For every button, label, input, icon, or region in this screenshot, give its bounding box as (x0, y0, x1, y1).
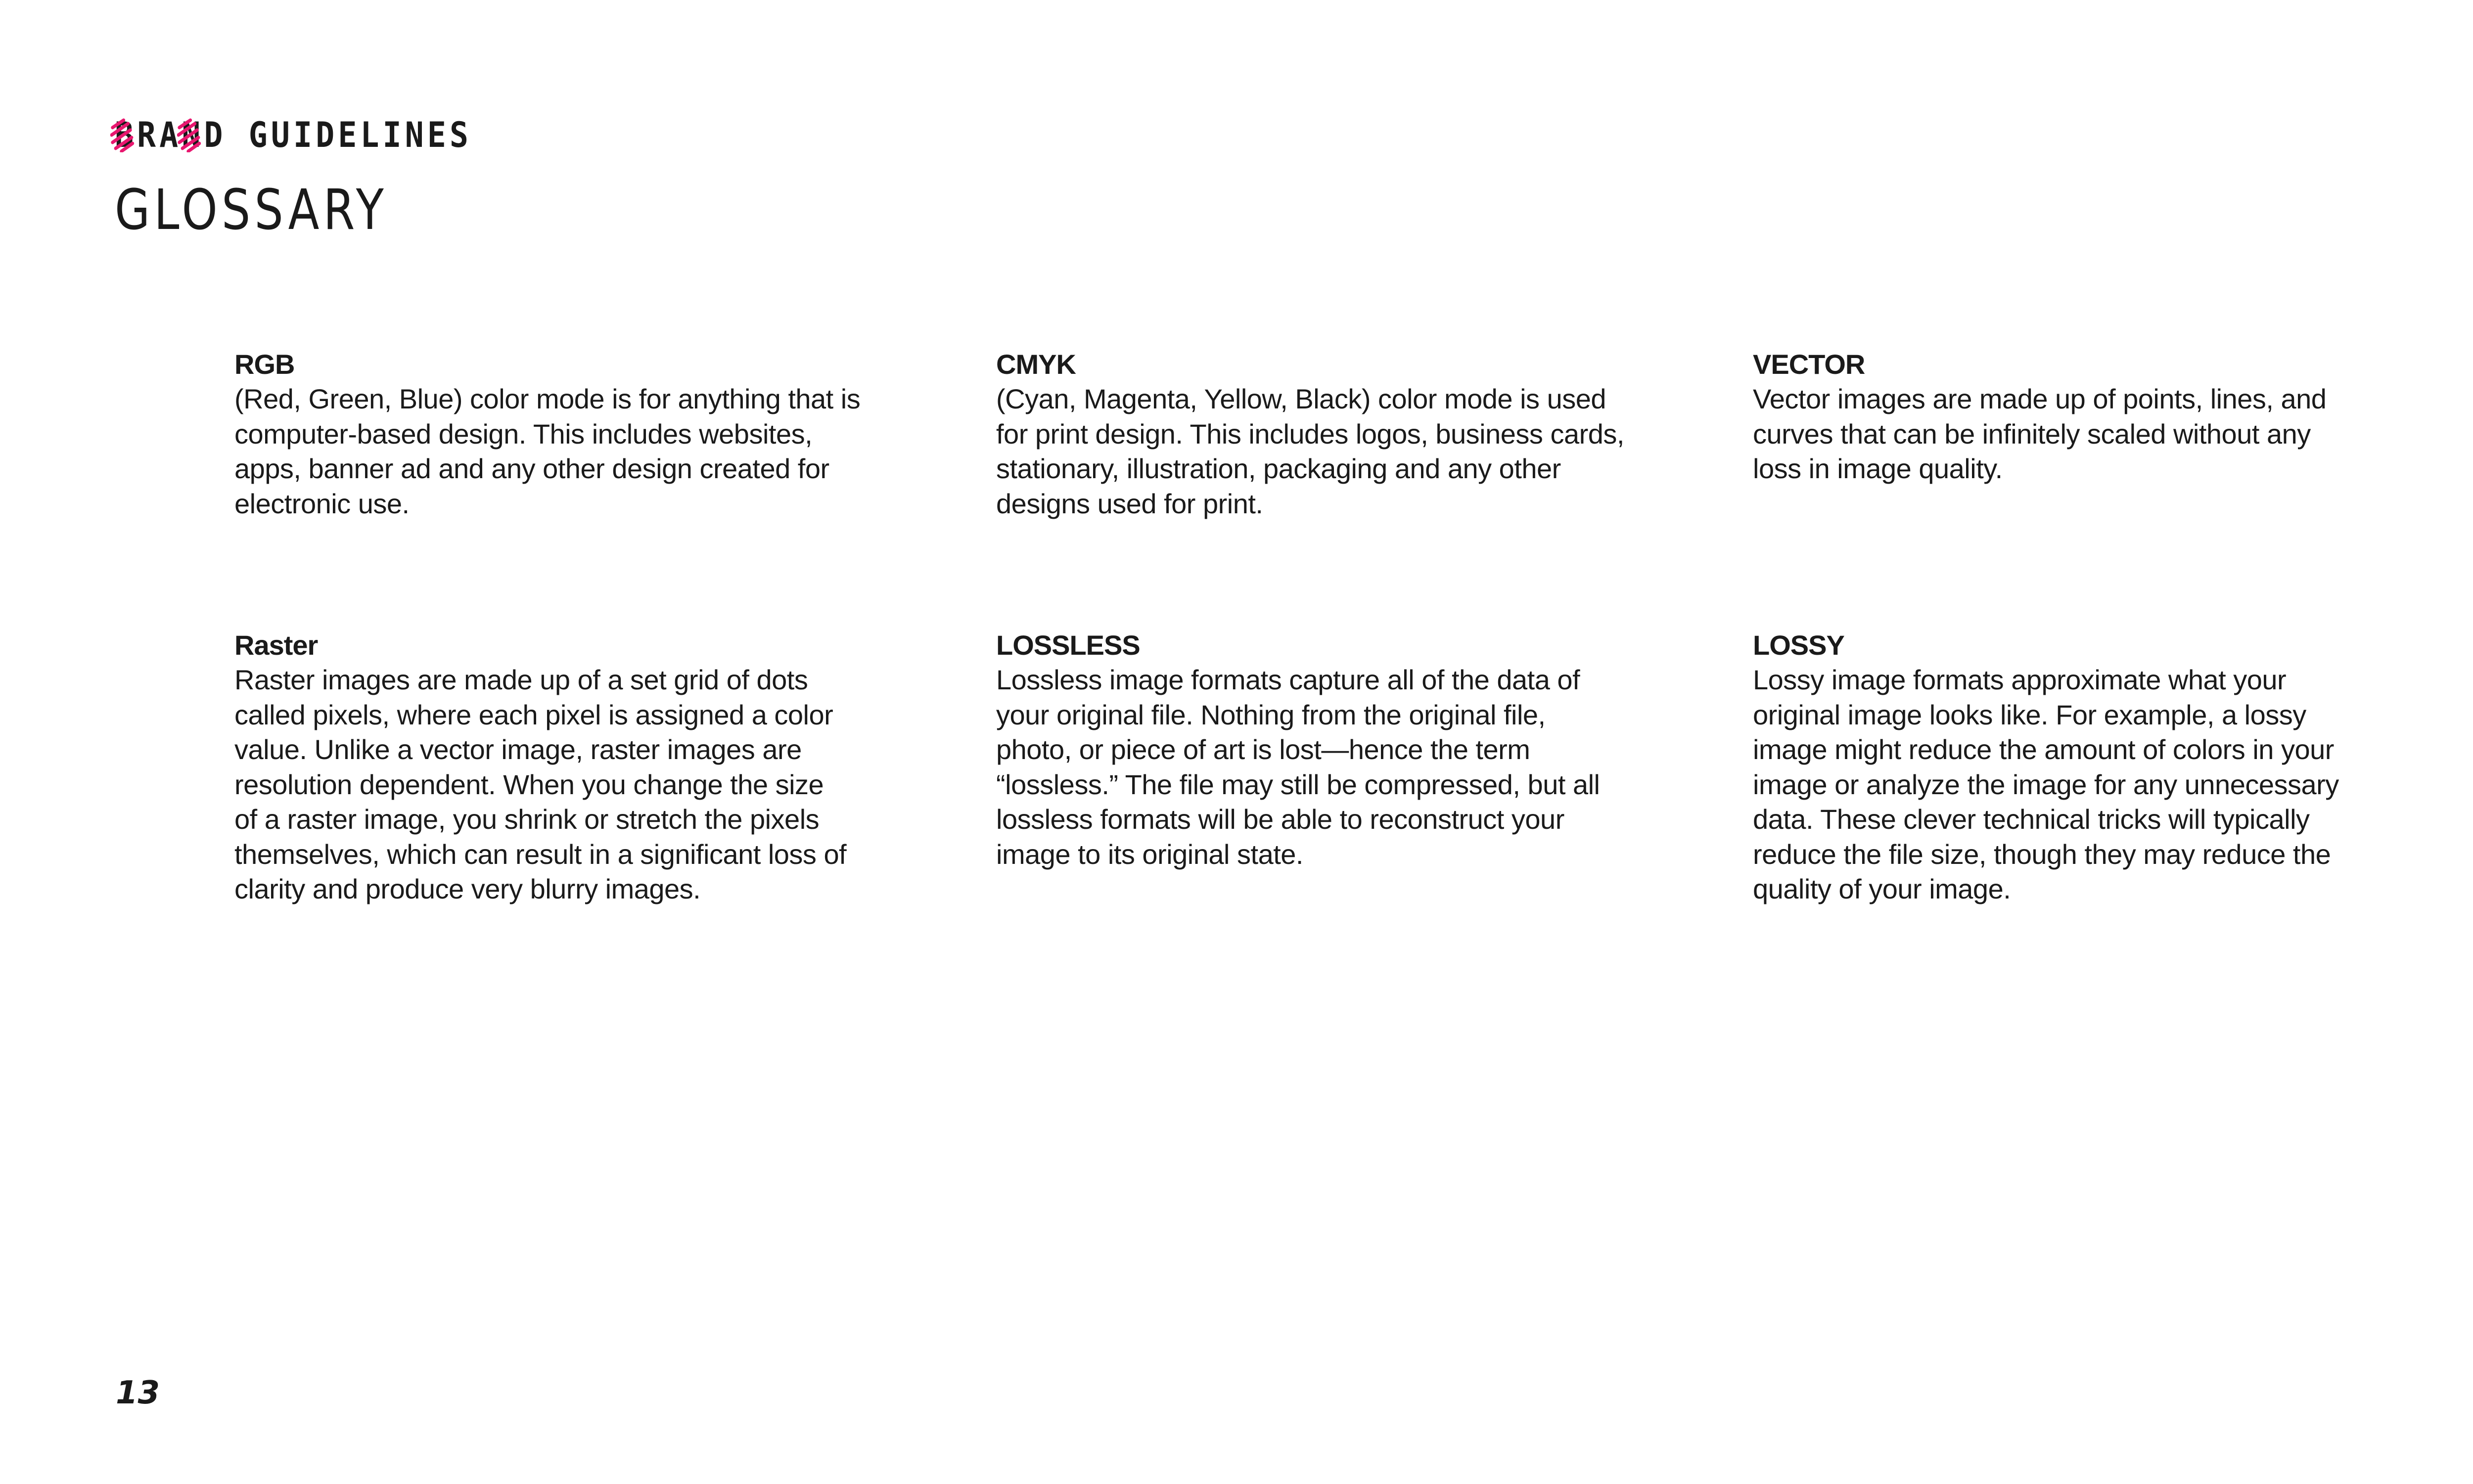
definition-line: original image looks like. For example, a lossy (1753, 699, 2306, 730)
definition-line: lossless formats will be able to reconstruct your (996, 804, 1564, 835)
glossary-entry-raster (234, 628, 952, 907)
definition-line: image to its original state. (996, 838, 1303, 870)
definition-line: loss in image quality. (1753, 453, 2003, 484)
glossary-entry-rgb (234, 347, 952, 521)
definition-line: for print design. This includes logos, business cards, (996, 418, 1624, 450)
definition-line: photo, or piece of art is lost—hence the term (996, 734, 1530, 765)
definition-line: (Cyan, Magenta, Yellow, Black) color mode is used (996, 383, 1606, 414)
definition-line: electronic use. (234, 488, 410, 519)
definition-line: computer-based design. This includes websites, (234, 418, 813, 450)
glossary-entry-lossy (1753, 628, 2470, 907)
term: LOSSY (1753, 630, 1844, 661)
logo-letter: B (115, 115, 137, 155)
definition-line: curves that can be infinitely scaled without any (1753, 418, 2311, 450)
definition-line: value. Unlike a vector image, raster images are (234, 734, 802, 765)
page-number: 13 (116, 1375, 160, 1411)
term: LOSSLESS (996, 630, 1140, 661)
definition-line: of a raster image, you shrink or stretch the pixels (234, 804, 820, 835)
definition-line: data. These clever technical tricks will typically (1753, 804, 2310, 835)
scribbled-letter (115, 115, 137, 155)
term: CMYK (996, 349, 1076, 380)
definition-line: stationary, illustration, packaging and any other (996, 453, 1561, 484)
definition-line: themselves, which can result in a significant loss of (234, 838, 847, 870)
term: RGB (234, 349, 295, 380)
page-title: GLOSSARY (115, 178, 388, 242)
logo-letter: N (182, 115, 204, 155)
definition-line: “lossless.” The file may still be compressed, but all (996, 768, 1600, 800)
definition-line: (Red, Green, Blue) color mode is for anything that is (234, 383, 861, 414)
logo-letters: RA (137, 115, 182, 155)
scribbled-letter (182, 115, 204, 155)
brand-guidelines-logo (115, 115, 472, 155)
glossary-entry-lossless (996, 628, 1713, 872)
term: VECTOR (1753, 349, 1865, 380)
definition-line: Lossless image formats capture all of the data of (996, 664, 1580, 695)
definition-line: image might reduce the amount of colors in your (1753, 734, 2334, 765)
glossary-entry-vector (1753, 347, 2470, 487)
pink-scribble-icon (177, 118, 204, 152)
definition-line: your original file. Nothing from the original file, (996, 699, 1546, 730)
definition-line: called pixels, where each pixel is assigned a color (234, 699, 833, 730)
glossary-entry-cmyk (996, 347, 1713, 521)
definition-line: quality of your image. (1753, 873, 2011, 904)
definition-line: Vector images are made up of points, lines, and (1753, 383, 2327, 414)
logo-letters: D GUIDELINES (204, 115, 472, 155)
pink-scribble-icon (110, 118, 137, 152)
term: Raster (234, 630, 318, 661)
definition-line: image or analyze the image for any unnecessary (1753, 768, 2339, 800)
definition-line: Raster images are made up of a set grid of dots (234, 664, 808, 695)
definition-line: clarity and produce very blurry images. (234, 873, 701, 904)
definition-line: designs used for print. (996, 488, 1263, 519)
definition-line: reduce the file size, though they may reduce the (1753, 838, 2331, 870)
definition-line: apps, banner ad and any other design created for (234, 453, 829, 484)
definition-line: resolution dependent. When you change the size (234, 768, 824, 800)
definition-line: Lossy image formats approximate what your (1753, 664, 2287, 695)
